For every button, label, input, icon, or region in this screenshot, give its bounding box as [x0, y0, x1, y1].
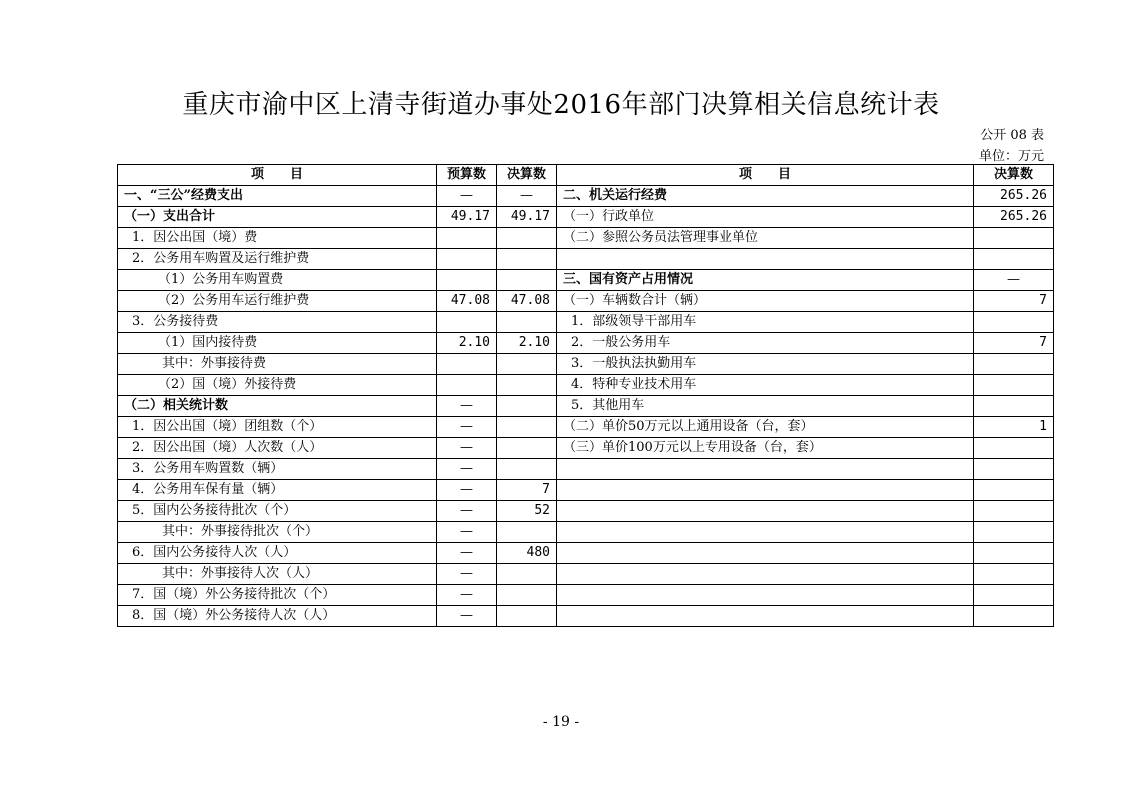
left-item-cell: 4．公务用车保有量（辆）	[118, 480, 437, 501]
budget-cell: —	[437, 522, 497, 543]
left-item-cell: 3．公务接待费	[118, 312, 437, 333]
page-number: - 19 -	[542, 714, 580, 730]
final-left-cell	[497, 270, 557, 291]
final-right-cell	[974, 522, 1054, 543]
left-item-cell: 8．国（境）外公务接待人次（人）	[118, 606, 437, 627]
final-left-cell	[497, 228, 557, 249]
budget-cell: —	[437, 438, 497, 459]
final-left-cell	[497, 438, 557, 459]
final-left-cell	[497, 396, 557, 417]
final-left-cell	[497, 522, 557, 543]
left-item-cell: 7．国（境）外公务接待批次（个）	[118, 585, 437, 606]
right-item-cell	[557, 459, 974, 480]
final-right-cell	[974, 228, 1054, 249]
final-right-cell	[974, 459, 1054, 480]
budget-cell	[437, 249, 497, 270]
left-item-cell: 1．因公出国（境）团组数（个）	[118, 417, 437, 438]
statistics-table	[117, 164, 1054, 627]
left-item-cell: （二）相关统计数	[118, 396, 437, 417]
right-item-cell: （一）车辆数合计（辆）	[557, 291, 974, 312]
final-left-cell: 52	[497, 501, 557, 522]
final-left-cell: 49.17	[497, 207, 557, 228]
left-item-cell: 其中：外事接待费	[118, 354, 437, 375]
left-item-cell: 6．国内公务接待人次（人）	[118, 543, 437, 564]
table-row	[118, 522, 1054, 543]
header-left-item: 项 目	[118, 165, 437, 186]
table-row	[118, 312, 1054, 333]
table-row	[118, 501, 1054, 522]
final-right-cell	[974, 480, 1054, 501]
budget-cell: 49.17	[437, 207, 497, 228]
table-header-row	[118, 165, 1054, 186]
unit-label: 单位：万元	[978, 149, 1044, 164]
right-item-cell: （三）单价100万元以上专用设备（台，套）	[557, 438, 974, 459]
right-item-cell	[557, 606, 974, 627]
budget-cell: —	[437, 417, 497, 438]
table-row	[118, 396, 1054, 417]
left-item-cell: 2．因公出国（境）人次数（人）	[118, 438, 437, 459]
table-row	[118, 228, 1054, 249]
table-row	[118, 375, 1054, 396]
table-row	[118, 459, 1054, 480]
final-left-cell: 2.10	[497, 333, 557, 354]
left-item-cell: （2）国（境）外接待费	[118, 375, 437, 396]
right-item-cell: 二、机关运行经费	[557, 186, 974, 207]
table-row	[118, 564, 1054, 585]
left-item-cell: 5．国内公务接待批次（个）	[118, 501, 437, 522]
right-item-cell: （一）行政单位	[557, 207, 974, 228]
final-left-cell	[497, 417, 557, 438]
right-item-cell	[557, 564, 974, 585]
budget-cell: —	[437, 585, 497, 606]
budget-cell: 2.10	[437, 333, 497, 354]
left-item-cell: （1）国内接待费	[118, 333, 437, 354]
budget-cell: —	[437, 459, 497, 480]
left-item-cell: 其中：外事接待人次（人）	[118, 564, 437, 585]
final-right-cell: 265.26	[974, 207, 1054, 228]
left-item-cell: 3．公务用车购置数（辆）	[118, 459, 437, 480]
right-item-cell: 3．一般执法执勤用车	[557, 354, 974, 375]
right-item-cell	[557, 585, 974, 606]
table-row	[118, 249, 1054, 270]
final-right-cell	[974, 564, 1054, 585]
left-item-cell: 2．公务用车购置及运行维护费	[118, 249, 437, 270]
left-item-cell: （一）支出合计	[118, 207, 437, 228]
table-row	[118, 186, 1054, 207]
budget-cell: —	[437, 606, 497, 627]
right-item-cell: 4．特种专业技术用车	[557, 375, 974, 396]
table-row	[118, 606, 1054, 627]
right-item-cell: 5．其他用车	[557, 396, 974, 417]
budget-cell	[437, 312, 497, 333]
final-right-cell: 7	[974, 291, 1054, 312]
final-right-cell	[974, 543, 1054, 564]
budget-cell	[437, 354, 497, 375]
budget-cell: —	[437, 543, 497, 564]
page-title: 重庆市渝中区上清寺街道办事处2016年部门决算相关信息统计表	[182, 90, 940, 120]
final-left-cell: —	[497, 186, 557, 207]
left-item-cell: 其中：外事接待批次（个）	[118, 522, 437, 543]
table-row	[118, 207, 1054, 228]
budget-cell: —	[437, 396, 497, 417]
final-left-cell	[497, 564, 557, 585]
final-right-cell	[974, 606, 1054, 627]
budget-cell: 47.08	[437, 291, 497, 312]
final-left-cell	[497, 249, 557, 270]
table-row	[118, 354, 1054, 375]
right-item-cell: （二）单价50万元以上通用设备（台，套）	[557, 417, 974, 438]
budget-cell: —	[437, 501, 497, 522]
header-budget: 预算数	[437, 165, 497, 186]
budget-cell: —	[437, 480, 497, 501]
right-item-cell	[557, 480, 974, 501]
final-right-cell: 265.26	[974, 186, 1054, 207]
final-left-cell	[497, 354, 557, 375]
final-right-cell	[974, 249, 1054, 270]
table-row	[118, 543, 1054, 564]
left-item-cell: 一、“三公”经费支出	[118, 186, 437, 207]
final-left-cell: 47.08	[497, 291, 557, 312]
budget-cell: —	[437, 564, 497, 585]
table-row	[118, 270, 1054, 291]
right-item-cell	[557, 249, 974, 270]
right-item-cell: （二）参照公务员法管理事业单位	[557, 228, 974, 249]
right-item-cell	[557, 501, 974, 522]
final-right-cell	[974, 396, 1054, 417]
final-right-cell	[974, 354, 1054, 375]
final-right-cell: 1	[974, 417, 1054, 438]
final-right-cell	[974, 438, 1054, 459]
table-row	[118, 480, 1054, 501]
document-number: 公开 08 表	[980, 128, 1044, 143]
right-item-cell: 1．部级领导干部用车	[557, 312, 974, 333]
budget-cell: —	[437, 186, 497, 207]
table-row	[118, 438, 1054, 459]
final-right-cell: —	[974, 270, 1054, 291]
final-right-cell	[974, 585, 1054, 606]
final-right-cell	[974, 375, 1054, 396]
final-right-cell	[974, 501, 1054, 522]
left-item-cell: （2）公务用车运行维护费	[118, 291, 437, 312]
final-left-cell	[497, 606, 557, 627]
final-left-cell	[497, 585, 557, 606]
header-right-item: 项 目	[557, 165, 974, 186]
table-row	[118, 333, 1054, 354]
table-row	[118, 417, 1054, 438]
budget-cell	[437, 375, 497, 396]
table-body	[118, 165, 1054, 627]
right-item-cell	[557, 543, 974, 564]
final-right-cell	[974, 312, 1054, 333]
final-left-cell	[497, 312, 557, 333]
header-final-right: 决算数	[974, 165, 1054, 186]
final-left-cell: 480	[497, 543, 557, 564]
left-item-cell: 1．因公出国（境）费	[118, 228, 437, 249]
left-item-cell: （1）公务用车购置费	[118, 270, 437, 291]
final-left-cell: 7	[497, 480, 557, 501]
final-left-cell	[497, 375, 557, 396]
final-left-cell	[497, 459, 557, 480]
budget-cell	[437, 270, 497, 291]
header-final-left: 决算数	[497, 165, 557, 186]
right-item-cell: 三、国有资产占用情况	[557, 270, 974, 291]
right-item-cell	[557, 522, 974, 543]
budget-cell	[437, 228, 497, 249]
right-item-cell: 2．一般公务用车	[557, 333, 974, 354]
final-right-cell: 7	[974, 333, 1054, 354]
table-row	[118, 291, 1054, 312]
table-row	[118, 585, 1054, 606]
